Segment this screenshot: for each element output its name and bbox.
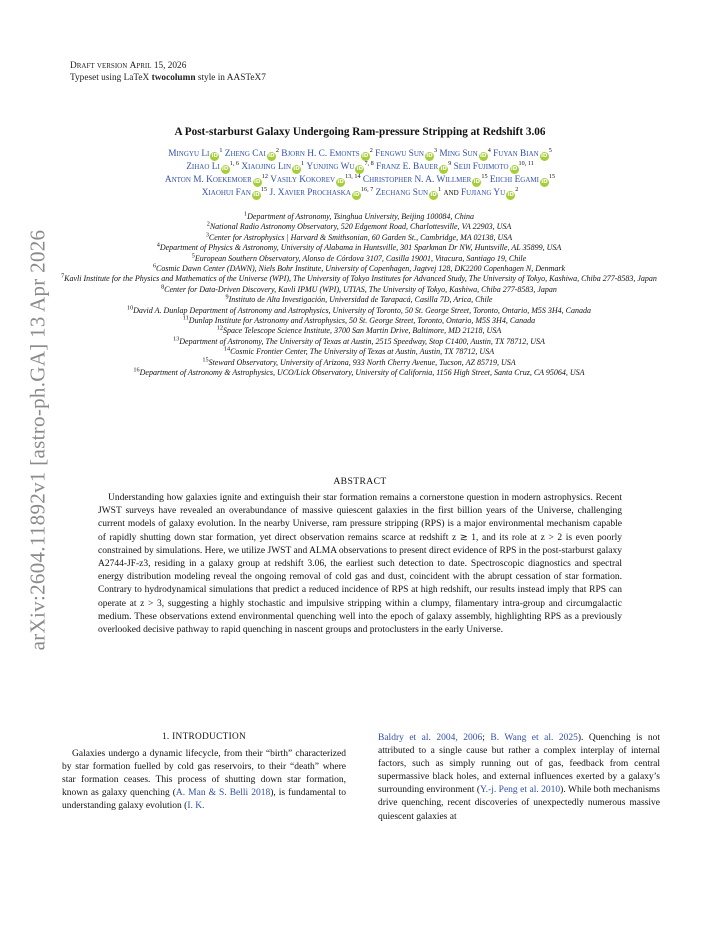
- draft-label: Draft version: [70, 61, 128, 71]
- affiliation-text: Cosmic Frontier Center, The University of Texas at Austin, Austin, TX 78712, USA: [230, 347, 495, 357]
- intro-text: ;: [482, 733, 491, 743]
- author[interactable]: Fuyan Bian: [493, 149, 539, 159]
- author-affil-ref: 15: [548, 172, 556, 180]
- arxiv-identifier: arXiv:2604.11892v1 [astro-ph.GA] 13 Apr 2026: [25, 229, 50, 651]
- typeset-style: twocolumn: [151, 73, 196, 83]
- affiliation-text: Steward Observatory, University of Arizona, 933 North Cherry Avenue, Tucson, AZ 85719, USA: [208, 357, 516, 367]
- orcid-icon[interactable]: iD: [211, 153, 219, 159]
- affiliation-number: 8: [161, 283, 165, 291]
- affiliation-list: [60, 212, 658, 379]
- author[interactable]: Anton M. Koekemoer: [164, 175, 252, 185]
- affiliation-text: Kavli Institute for the Physics and Mathematics of the Universe (WPI), The University of Tokyo Institutes for Advanced Study, The University of Tokyo, Kashiwa, Chiba 277-8583, Japan: [64, 274, 657, 284]
- header-meta: [70, 60, 266, 84]
- affiliation: [60, 222, 658, 232]
- citation-link[interactable]: A. Man & S. Belli 2018: [175, 788, 271, 799]
- affiliation-number: 9: [225, 293, 229, 301]
- author-affil-ref: 12: [261, 172, 268, 180]
- intro-text: ). Quenching is not attributed to a single cause but rather a complex interplay of internal factors, such as simply running out of gas, feedback from central supermassive black holes, and external influences exerted by a galaxy’s surrounding environment (: [378, 733, 660, 796]
- affiliation-number: 6: [152, 262, 157, 270]
- author-list: [60, 148, 660, 200]
- citation-link[interactable]: Y.-j. Peng et al. 2010: [480, 785, 561, 796]
- orcid-icon[interactable]: iD: [361, 153, 369, 159]
- author-affil-ref: 1: [301, 159, 305, 167]
- author-affil-ref: 2: [275, 146, 279, 154]
- affiliation-number: 16: [133, 366, 140, 374]
- author[interactable]: Mingyu Li: [168, 149, 210, 159]
- affiliation-number: 1: [244, 210, 248, 218]
- author-affil-ref: 5: [548, 146, 552, 154]
- arxiv-sidebar: [22, 230, 54, 650]
- affiliation-text: Center for Data-Driven Discovery, Kavli IPMU (WPI), UTIAS, The University of Tokyo, Kashiwa, Chiba 277-8583, Japan: [164, 284, 557, 294]
- author-affil-ref: 15: [260, 185, 268, 193]
- affiliation: [60, 347, 658, 357]
- orcid-icon[interactable]: iD: [479, 153, 487, 159]
- author-affil-ref: 1, 6: [229, 159, 239, 167]
- affiliation-text: Center for Astrophysics | Harvard & Smithsonian, 60 Garden St., Cambridge, MA 02138, USA: [208, 232, 513, 242]
- affiliation: [60, 251, 658, 264]
- affiliation-number: 3: [205, 231, 209, 239]
- author-affil-ref: 15: [481, 172, 488, 180]
- affiliation-number: 11: [182, 314, 189, 322]
- typeset-suffix: style in AASTeX7: [197, 73, 266, 83]
- affiliation-text: Instituto de Alta Investigación, Universidad de Tarapacá, Casilla 7D, Arica, Chile: [228, 295, 493, 305]
- author-affil-ref: 3: [433, 146, 438, 154]
- orcid-icon[interactable]: iD: [268, 153, 275, 159]
- orcid-icon[interactable]: iD: [337, 179, 344, 185]
- latex-logo: LaTeX: [123, 73, 150, 83]
- affiliation-number: 12: [216, 324, 223, 332]
- affiliation-number: 5: [191, 251, 195, 259]
- author-affil-ref: 1: [219, 146, 223, 154]
- author[interactable]: Zechang Sun: [375, 188, 429, 198]
- affiliation: [60, 316, 658, 326]
- affiliation-text: Dunlap Institute for Astronomy and Astrophysics, 50 St. George Street, Toronto, Ontario, M5S 3H4, Canada: [188, 316, 536, 326]
- citation-link[interactable]: Baldry et al. 2004, 2006: [378, 733, 483, 743]
- orcid-icon[interactable]: iD: [253, 192, 260, 198]
- affiliation-text: Department of Astronomy, Tsinghua University, Beijing 100084, China: [247, 212, 474, 221]
- affiliation: [60, 337, 658, 347]
- author[interactable]: Ming Sun: [439, 149, 478, 159]
- orcid-icon[interactable]: iD: [540, 153, 548, 159]
- affiliation: [60, 243, 658, 253]
- affiliation: [60, 212, 658, 222]
- orcid-icon[interactable]: iD: [440, 166, 447, 172]
- orcid-icon[interactable]: iD: [254, 179, 261, 185]
- author[interactable]: Bjorn H. C. Emonts: [281, 149, 360, 159]
- orcid-icon[interactable]: iD: [510, 166, 518, 172]
- orcid-icon[interactable]: iD: [473, 179, 481, 185]
- orcid-icon[interactable]: iD: [426, 153, 433, 159]
- affiliation-number: 10: [126, 304, 134, 311]
- author[interactable]: Franz E. Bauer: [376, 162, 439, 172]
- affiliation: [60, 295, 658, 305]
- abstract-body: Understanding how galaxies ignite and extinguish their star formation remains a cornerstone question in modern astrophysics. Recent JWST surveys have revealed an overabundance of massive quiescent galaxies in the first billion years of the Universe, challenging current models of galaxy evolution. In the nearby Universe, ram pressure stripping (RPS) is a major environmental mechanism capable of rapidly shutting down star formation, yet direct observation remains scarce at redshift z ≳ 1, and its role at z > 2 is even poorly constrained by simulations. Here, we utilize JWST and ALMA observations to present direct evidence of RPS in the post-starburst galaxy A2744-JF-z3, residing in a galaxy group at redshift 3.06, the earliest such detection to date. Spectroscopic diagnostics and spectral energy distribution modeling reveal the ongoing removal of cold gas and dust, coincident with the abrupt cessation of star formation. Contrary to hydrodynamical simulations that predict a reduced incidence of RPS at high redshift, our results instead imply that RPS can operate at z > 3, suggesting a highly stochastic and impulsive stripping within a clumpy, filamentary intra-group and circumgalactic medium. These observations extend environmental quenching well into the epoch of galaxy assembly, highlighting RPS as a previously overlooked decisive pathway to rapid quenching in nascent groups and protoclusters in the early Universe.: [98, 493, 622, 636]
- orcid-icon[interactable]: iD: [507, 192, 514, 198]
- affiliation-text: Department of Physics & Astronomy, University of Alabama in Huntsville, 301 Sparkman Dr NW, Huntsville, AL 35899, USA: [159, 243, 562, 253]
- affiliation: [60, 368, 658, 378]
- affiliation-number: 4: [156, 241, 160, 249]
- orcid-icon[interactable]: iD: [293, 166, 300, 172]
- affiliation-number: 2: [206, 220, 210, 228]
- author[interactable]: Seiji Fujimoto: [453, 162, 509, 172]
- author-affil-ref: 4: [487, 146, 491, 154]
- affiliation-number: 15: [202, 356, 209, 364]
- abstract-heading: ABSTRACT: [333, 476, 387, 487]
- affiliation-number: 13: [173, 335, 180, 343]
- citation-link[interactable]: B. Wang et al. 2025: [490, 733, 578, 743]
- affiliation: [60, 326, 658, 336]
- affiliation-text: Cosmic Dawn Center (DAWN), Niels Bohr Institute, University of Copenhagen, Jagtvej 128, DK2200 Copenhagen N, Denmark: [156, 264, 566, 274]
- affiliation: [60, 306, 658, 316]
- author-affil-ref: 10, 11: [518, 159, 534, 167]
- author[interactable]: Vasily Kokorev: [270, 175, 336, 185]
- affiliation: [60, 285, 658, 295]
- author[interactable]: Fujiang Yu: [460, 188, 506, 198]
- intro-text: Galaxies undergo a dynamic lifecycle, from their “birth” characterized by star formation fuelled by cold gas reservoirs, to their “death” where star formation ceases. This process of shutting down star formation, known as galaxy quenching (: [62, 749, 346, 799]
- author-affil-ref: 2: [369, 146, 373, 154]
- affiliation-text: Department of Astronomy & Astrophysics, UCO/Lick Observatory, University of California, 1156 High Street, Santa Cruz, CA 95064, USA: [139, 368, 585, 378]
- affiliation: [60, 358, 658, 368]
- affiliation-text: Space Telescope Science Institute, 3700 San Martin Drive, Baltimore, MD 21218, USA: [222, 326, 502, 336]
- paper-title: A Post-starburst Galaxy Undergoing Ram-pressure Stripping at Redshift 3.06: [174, 126, 546, 138]
- section-heading: 1. INTRODUCTION: [161, 732, 247, 742]
- orcid-icon[interactable]: iD: [430, 192, 437, 198]
- intro-text: ). While both mechanisms drive quenching, recent discoveries of unexpectedly numerous massive quiescent galaxies at: [378, 785, 660, 822]
- author-affil-ref: 1: [438, 185, 442, 193]
- intro-right-column: [378, 732, 660, 824]
- author[interactable]: J. Xavier Prochaska: [269, 188, 351, 198]
- draft-line: [70, 60, 266, 72]
- author-affil-ref: 7, 8: [364, 159, 374, 167]
- author[interactable]: Eiichi Egami: [489, 175, 539, 185]
- typeset-line: [70, 72, 266, 84]
- author-affil-ref: 2: [515, 185, 519, 193]
- author[interactable]: Yunjing Wu: [306, 162, 355, 172]
- affiliation: [60, 274, 658, 284]
- author-affil-ref: 16, 7: [360, 185, 374, 193]
- and-connector: and: [443, 188, 459, 198]
- intro-left-column: [62, 748, 346, 813]
- affiliation-text: David A. Dunlap Department of Astronomy and Astrophysics, University of Toronto, 50 St. George Street, Toronto, Ontario, M5S 3H4, Canada: [133, 305, 592, 315]
- author[interactable]: Xiaojing Lin: [241, 162, 292, 172]
- affiliation-text: European Southern Observatory, Alonso de Córdova 3107, Casilla 19001, Vitacura, Santiago 19, Chile: [194, 253, 527, 263]
- author[interactable]: Xiaohui Fan: [201, 188, 251, 198]
- citation-link[interactable]: I. K.: [187, 801, 205, 812]
- orcid-icon[interactable]: iD: [541, 179, 548, 185]
- affiliation: [60, 233, 658, 243]
- author[interactable]: Zihao Li: [186, 162, 220, 172]
- orcid-icon[interactable]: iD: [356, 166, 364, 172]
- intro-text: ), is fundamental to understanding galaxy evolution (: [62, 788, 347, 812]
- typeset-prefix: Typeset using: [70, 73, 122, 83]
- affiliation-number: 7: [61, 272, 65, 280]
- author[interactable]: Zheng Cai: [224, 149, 266, 159]
- affiliation-text: Department of Astronomy, The University of Texas at Austin, 2515 Speedway, Stop C1400, Austin, TX 78712, USA: [179, 336, 545, 346]
- affiliation-text: National Radio Astronomy Observatory, 520 Edgemont Road, Charlottesville, VA 22903, USA: [209, 222, 512, 232]
- author-affil-ref: 13, 14: [345, 172, 361, 180]
- orcid-icon[interactable]: iD: [221, 166, 229, 172]
- author-affil-ref: 9: [448, 159, 452, 167]
- author[interactable]: Fengwu Sun: [375, 149, 424, 159]
- orcid-icon[interactable]: iD: [353, 192, 360, 198]
- author[interactable]: Christopher N. A. Willmer: [362, 175, 472, 185]
- affiliation-number: 14: [223, 345, 231, 353]
- affiliation: [60, 264, 658, 274]
- draft-date: April 15, 2026: [129, 61, 187, 71]
